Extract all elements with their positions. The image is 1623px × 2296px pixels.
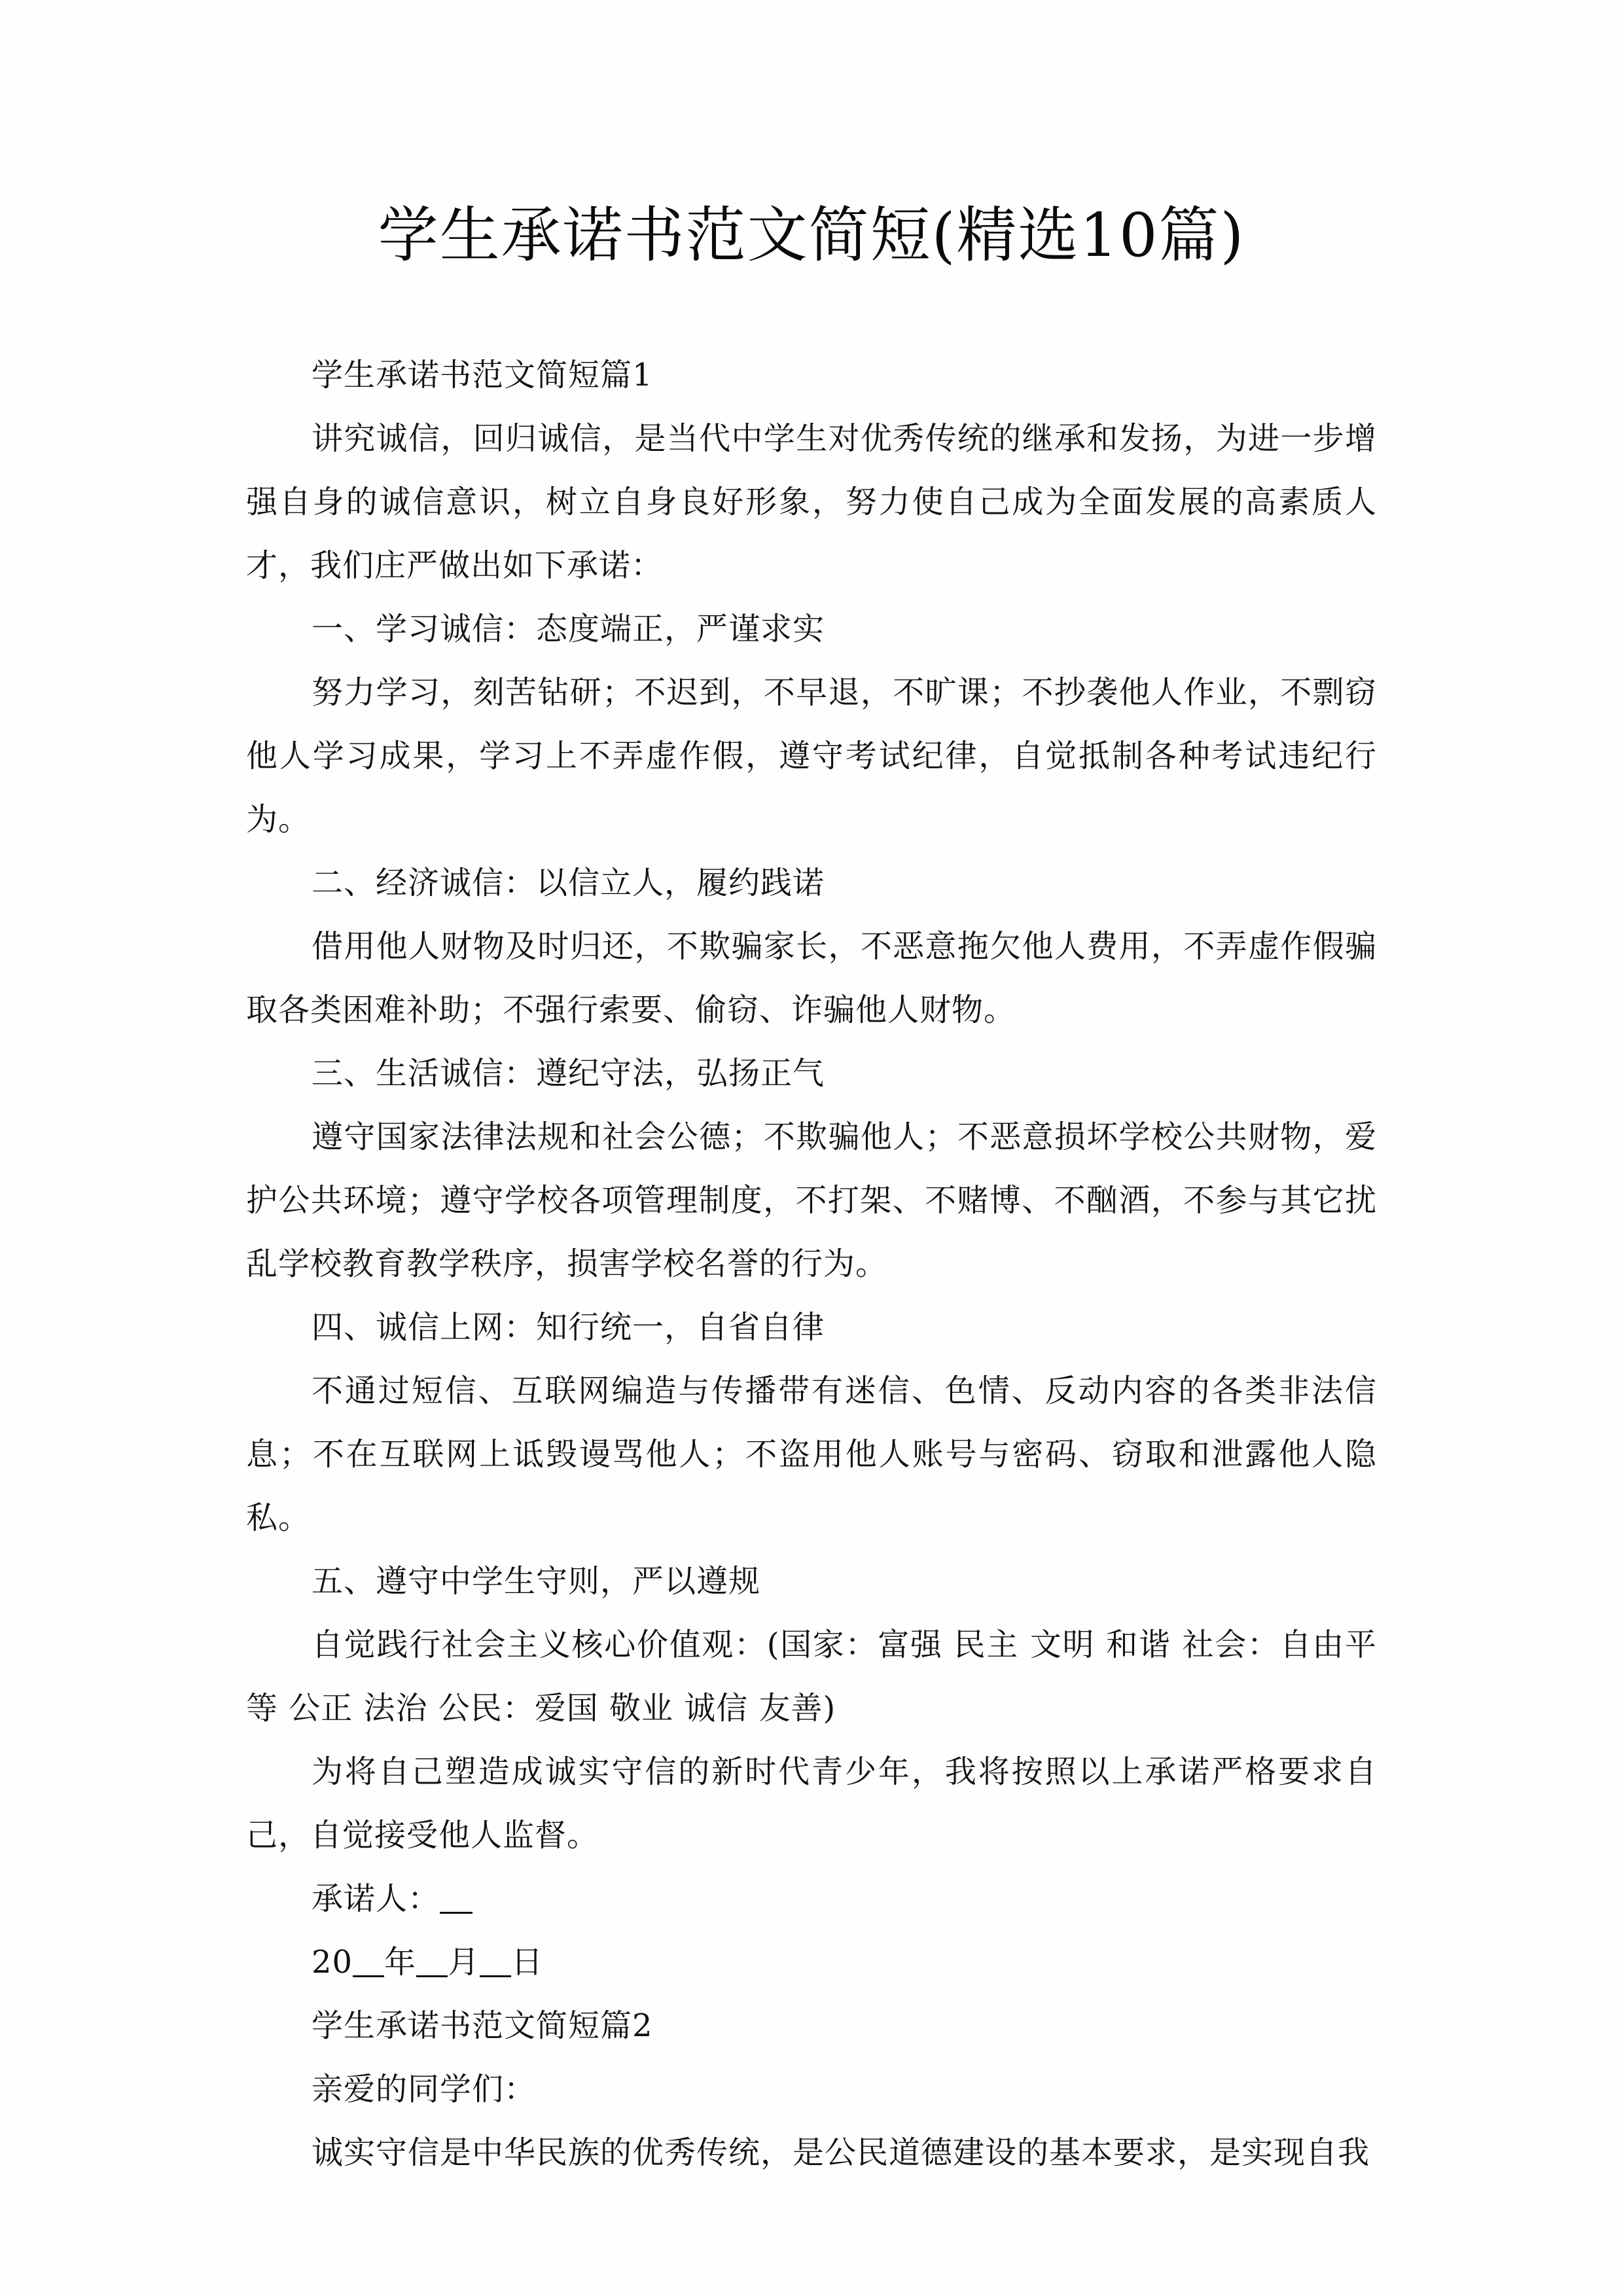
item-heading-economy: 二、经济诚信：以信立人，履约践诺 bbox=[312, 865, 825, 901]
month-label: 月 bbox=[448, 1944, 480, 1981]
section-heading-2: 学生承诺书范文简短篇2 bbox=[312, 2007, 653, 2044]
item-heading-rules: 五、遵守中学生守则，严以遵规 bbox=[312, 1563, 761, 1600]
year-label: 年 bbox=[384, 1944, 417, 1981]
signature-line bbox=[246, 1867, 1377, 1931]
item-body-life: 遵守国家法律法规和社会公德；不欺骗他人；不恶意损坏学校公共财物，爱护公共环境；遵守学校各项管理制度，不打架、不赌博、不酗酒，不参与其它扰乱学校教育教学秩序，损害学校名誉的行为。 bbox=[246, 1119, 1377, 1282]
item-body-study: 努力学习，刻苦钻研；不迟到，不早退，不旷课；不抄袭他人作业，不剽窃他人学习成果，学习上不弄虚作假，遵守考试纪律，自觉抵制各种考试违纪行为。 bbox=[246, 674, 1377, 838]
date-line bbox=[246, 1931, 1377, 1994]
item-heading-life: 三、生活诚信：遵纪守法，弘扬正气 bbox=[312, 1055, 825, 1092]
item-heading-internet: 四、诚信上网：知行统一，自省自律 bbox=[312, 1309, 825, 1346]
closing-paragraph: 为将自己塑造成诚实守信的新时代青少年，我将按照以上承诺严格要求自己，自觉接受他人监督。 bbox=[246, 1753, 1377, 1854]
signature-blank bbox=[440, 1880, 473, 1914]
year-blank bbox=[353, 1944, 384, 1977]
day-label: 日 bbox=[511, 1944, 544, 1981]
intro-paragraph: 讲究诚信，回归诚信，是当代中学生对优秀传统的继承和发扬，为进一步增强自身的诚信意识，树立自身良好形象，努力使自己成为全面发展的高素质人才，我们庄严做出如下承诺： bbox=[246, 420, 1377, 584]
document-body bbox=[246, 344, 1377, 2185]
date-prefix: 20 bbox=[312, 1944, 353, 1981]
signature-label: 承诺人： bbox=[312, 1880, 440, 1917]
month-blank bbox=[416, 1944, 448, 1977]
section2-first-line: 诚实守信是中华民族的优秀传统，是公民道德建设的基本要求，是实现自我 bbox=[312, 2134, 1370, 2171]
item-body-internet: 不通过短信、互联网编造与传播带有迷信、色情、反动内容的各类非法信息；不在互联网上诋毁谩骂他人；不盗用他人账号与密码、窃取和泄露他人隐私。 bbox=[246, 1372, 1377, 1536]
section-heading-1: 学生承诺书范文简短篇1 bbox=[312, 357, 653, 393]
document-title: 学生承诺书范文简短(精选10篇) bbox=[378, 200, 1245, 270]
item-body-economy: 借用他人财物及时归还，不欺骗家长，不恶意拖欠他人费用，不弄虚作假骗取各类困难补助；不强行索要、偷窃、诈骗他人财物。 bbox=[246, 928, 1377, 1028]
item-heading-study: 一、学习诚信：态度端正，严谨求实 bbox=[312, 611, 825, 647]
item-body-rules: 自觉践行社会主义核心价值观：(国家：富强 民主 文明 和谐 社会：自由平等 公正 法治 公民：爱国 敬业 诚信 友善) bbox=[246, 1626, 1377, 1727]
salutation: 亲爱的同学们： bbox=[312, 2071, 537, 2108]
day-blank bbox=[480, 1944, 511, 1977]
